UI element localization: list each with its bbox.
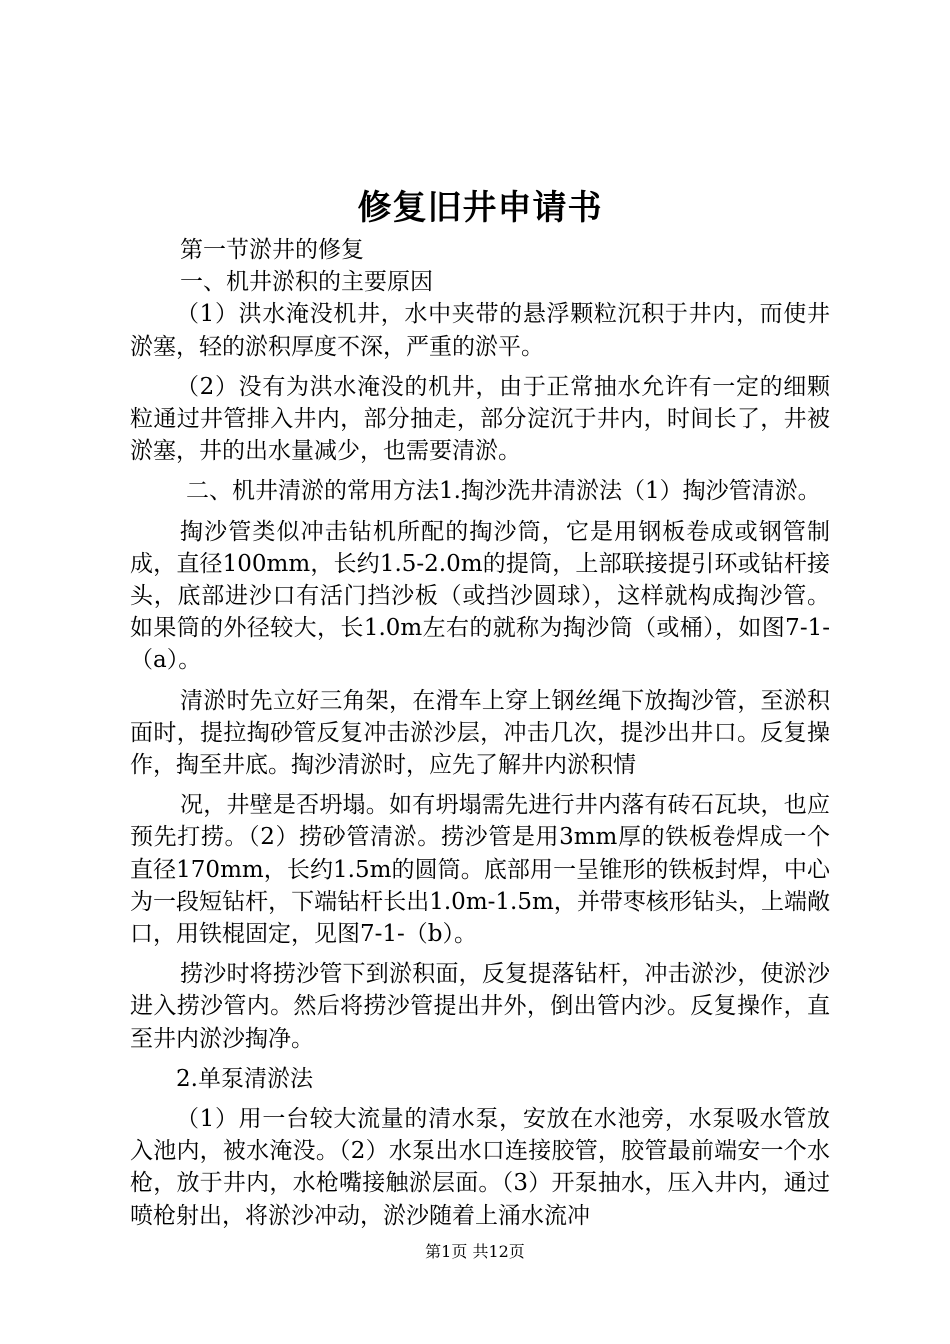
body-paragraph: 捞沙时将捞沙管下到淤积面，反复提落钻杆，冲击淤沙，使淤沙进入捞沙管内。然后将捞沙管提出井外，倒出管内沙。反复操作，直至井内淤沙掏净。 — [130, 961, 830, 1052]
body-paragraph: 二、机井清淤的常用方法1.掏沙洗井清淤法（1）掏沙管清淤。 — [186, 478, 821, 505]
body-paragraph: 掏沙管类似冲击钻机所配的掏沙筒，它是用钢板卷成或钢管制成，直径100mm，长约1.5-2.0m的提筒，上部联接提引环或钻杆接头，底部进沙口有活门挡沙板（或挡沙圆球），这样就构成掏沙管。如果筒的外径较大，长1.0m左右的就称为掏沙筒（或桶），如图7-1-（a）。 — [130, 518, 830, 674]
subsection-heading: 2.单泵清淤法 — [176, 1065, 313, 1092]
document-page — [130, 0, 830, 1344]
body-paragraph: 况，井壁是否坍塌。如有坍塌需先进行井内落有砖石瓦块，也应预先打捞。（2）捞砂管清淤。捞沙管是用3mm厚的铁板卷焊成一个直径170mm，长约1.5m的圆筒。底部用一呈锥形的铁板封焊，中心为一段短钻杆，下端钻杆长出1.0m-1.5m，并带枣核形钻头，上端敞口，用铁棍固定，见图7-1-（b）。 — [130, 792, 830, 948]
body-paragraph: （2）没有为洪水淹没的机井，由于正常抽水允许有一定的细颗粒通过井管排入井内，部分抽走，部分淀沉于井内，时间长了，井被淤塞，井的出水量减少，也需要清淤。 — [130, 373, 830, 465]
subsection-heading: 一、机井淤积的主要原因 — [180, 269, 433, 296]
document-title: 修复旧井申请书 — [357, 188, 603, 228]
body-paragraph: （1）用一台较大流量的清水泵，安放在水池旁，水泵吸水管放入池内，被水淹没。（2）水泵出水口连接胶管，胶管最前端安一个水枪，放于井内，水枪嘴接触淤层面。（3）开泵抽水，压入井内，通过喷枪射出，将淤沙冲动，淤沙随着上涌水流冲 — [130, 1106, 830, 1229]
body-paragraph: （1）洪水淹没机井，水中夹带的悬浮颗粒沉积于井内，而使井淤塞，轻的淤积厚度不深，严重的淤平。 — [130, 301, 830, 360]
body-paragraph: 清淤时先立好三角架，在滑车上穿上钢丝绳下放掏沙管，至淤积面时，提拉掏砂管反复冲击淤沙层，冲击几次，提沙出井口。反复操作，掏至井底。掏沙清淤时，应先了解井内淤积情 — [130, 687, 830, 779]
document-body — [130, 234, 830, 1232]
page-footer: 第1页 共12页 — [425, 1242, 525, 1261]
section-heading: 第一节淤井的修复 — [180, 237, 364, 263]
